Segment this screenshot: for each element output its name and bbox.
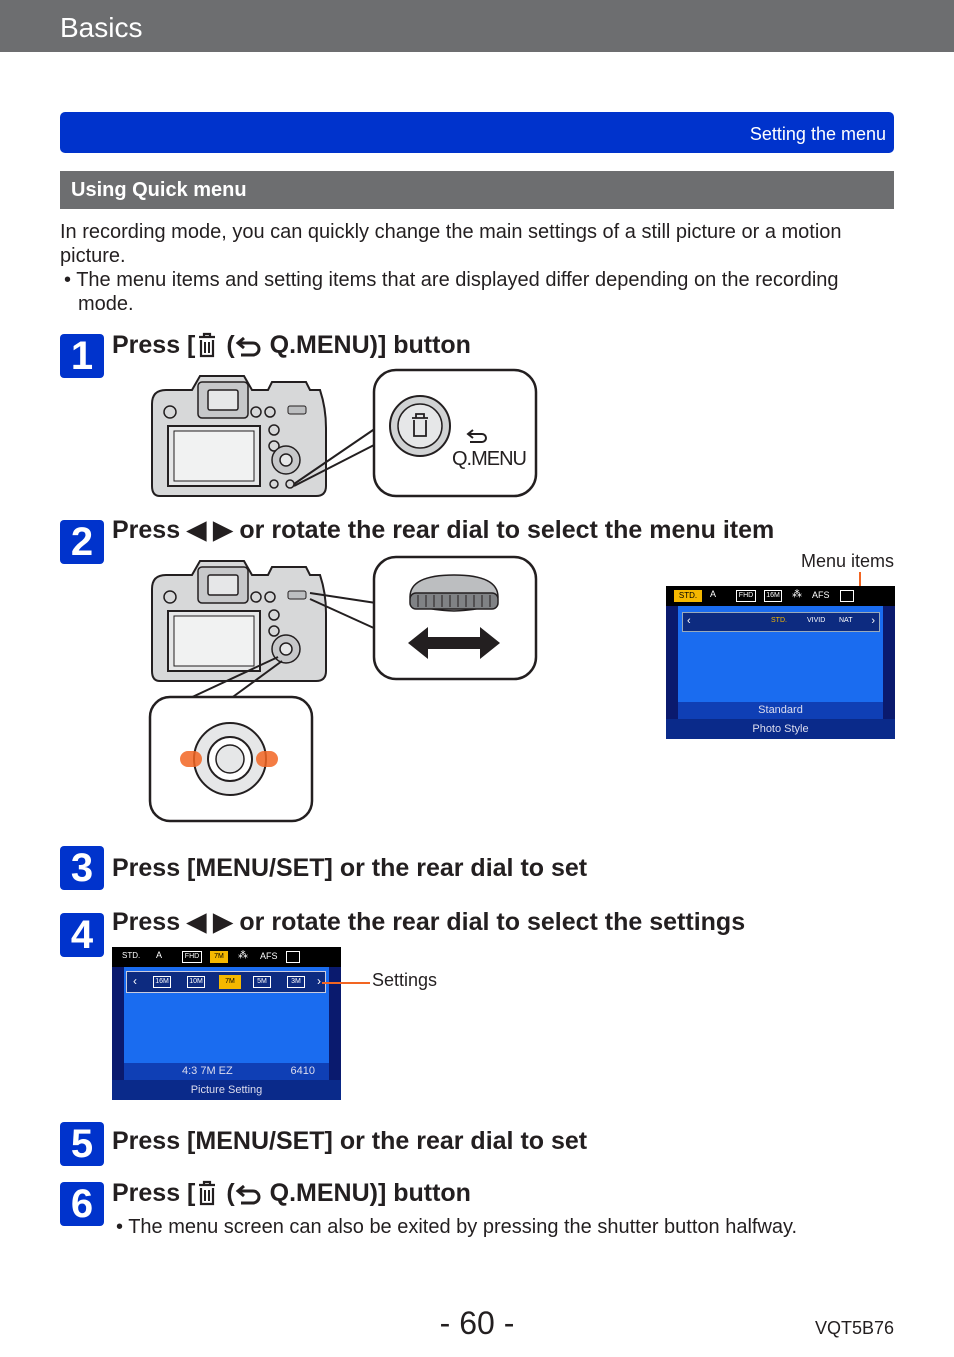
screen-2-display-icon[interactable] (286, 951, 300, 963)
quick-menu-screen-2 (112, 947, 341, 1100)
screen-2-selection-row[interactable] (126, 971, 326, 993)
intro-paragraph: In recording mode, you can quickly change the main settings of a still picture or a motion picture. (60, 221, 842, 267)
screen-2-photostyle-icon[interactable]: STD. (122, 951, 141, 960)
camera-back-illustration-1 (148, 368, 548, 500)
screen-1-size-icon[interactable]: 16M (764, 590, 782, 602)
step-1-text-post: Q.MENU)] button (262, 331, 471, 359)
step-number-3: 3 (60, 846, 104, 890)
trash-icon (195, 1180, 219, 1206)
settings-callout-line (322, 982, 370, 984)
step-1-text-pre: Press [ (112, 331, 196, 359)
screen-2-metering-icon[interactable]: ⁂ (238, 950, 248, 961)
step-number-5: 5 (60, 1122, 104, 1166)
screen-1-right-arrow-icon[interactable]: › (871, 615, 875, 627)
screen-1-photostyle-icon[interactable]: STD. (674, 590, 702, 602)
chapter-banner-text[interactable]: Setting the menu (749, 124, 886, 144)
screen-2-option-7m-selected[interactable]: 7M (219, 975, 241, 989)
menu-items-callout: Menu items (800, 551, 894, 571)
screen-1-left-arrow-icon[interactable]: ‹ (687, 615, 691, 627)
screen-2-aspect-size: 4:3 7M EZ (182, 1065, 233, 1077)
return-arrow-icon (235, 1182, 263, 1206)
screen-2-right-arrow-icon[interactable]: › (317, 974, 321, 988)
settings-callout: Settings (372, 970, 438, 990)
intro-note: • The menu items and setting items that are displayed differ depending on the recording mode. (64, 269, 839, 315)
qmenu-label: Q.MENU (452, 448, 526, 470)
step-number-6: 6 (60, 1182, 104, 1226)
step-1-text: Press [ ( Q.MENU)] button (112, 331, 471, 359)
step-6-note: • The menu screen can also be exited by pressing the shutter button halfway. (116, 1216, 798, 1238)
step-4-text: Press ◀ ▶ or rotate the rear dial to select the settings (112, 908, 746, 936)
step-2-text: Press ◀ ▶ or rotate the rear dial to select the menu item (112, 516, 775, 544)
section-title: Using Quick menu (71, 179, 247, 201)
step-6-text: Press [ ( Q.MENU)] button (112, 1179, 471, 1207)
screen-1-item-natural[interactable]: NAT (839, 617, 853, 624)
return-arrow-icon (235, 334, 263, 358)
step-number-1: 1 (60, 334, 104, 378)
screen-2-remaining-count: 6410 (290, 1065, 315, 1077)
screen-2-size-icon[interactable]: 7M (210, 951, 228, 963)
screen-1-display-icon[interactable] (840, 590, 854, 602)
screen-1-line2: Photo Style (666, 719, 895, 739)
screen-2-af-icon[interactable]: AFS (260, 951, 278, 961)
screen-2-option-10m[interactable]: 10M (187, 976, 205, 988)
step-number-4: 4 (60, 913, 104, 957)
step-3-text: Press [MENU/SET] or the rear dial to set (112, 854, 588, 882)
trash-icon (195, 332, 219, 358)
screen-1-item-vivid[interactable]: VIVID (807, 617, 826, 624)
screen-1-af-icon[interactable]: AFS (812, 590, 830, 600)
screen-2-left-arrow-icon[interactable]: ‹ (133, 974, 137, 988)
screen-2-option-5m[interactable]: 5M (253, 976, 271, 988)
step-6-text-pre: Press [ (112, 1179, 196, 1207)
screen-2-top-strip (112, 947, 341, 967)
section-heading-bar (60, 171, 894, 209)
quick-menu-screen-1 (666, 586, 895, 739)
screen-1-selection-row[interactable] (682, 612, 880, 632)
screen-2-option-3m[interactable]: 3M (287, 976, 305, 988)
chapter-banner (60, 112, 894, 153)
screen-1-quality-icon[interactable]: FHD (736, 590, 756, 602)
screen-1-item-standard[interactable]: STD. (771, 617, 787, 624)
screen-1-flash-icon[interactable]: A (710, 589, 717, 599)
screen-2-quality-icon[interactable]: FHD (182, 951, 202, 963)
screen-2-line1 (124, 1063, 329, 1080)
document-code: VQT5B76 (814, 1318, 894, 1338)
screen-1-top-strip (666, 586, 895, 606)
screen-1-line1: Standard (678, 702, 883, 719)
screen-2-line2: Picture Setting (112, 1080, 341, 1100)
step-number-2: 2 (60, 520, 104, 564)
header-title: Basics (60, 12, 143, 43)
screen-1-metering-icon[interactable]: ⁂ (792, 589, 802, 600)
top-header-bar (0, 0, 954, 52)
page-number: - 60 - (439, 1305, 515, 1341)
step-5-text: Press [MENU/SET] or the rear dial to set (112, 1127, 588, 1155)
camera-back-illustration-2 (148, 553, 540, 825)
step-6-text-post: Q.MENU)] button (262, 1179, 471, 1207)
screen-2-flash-icon[interactable]: A (156, 950, 163, 960)
screen-2-option-16m[interactable]: 16M (153, 976, 171, 988)
